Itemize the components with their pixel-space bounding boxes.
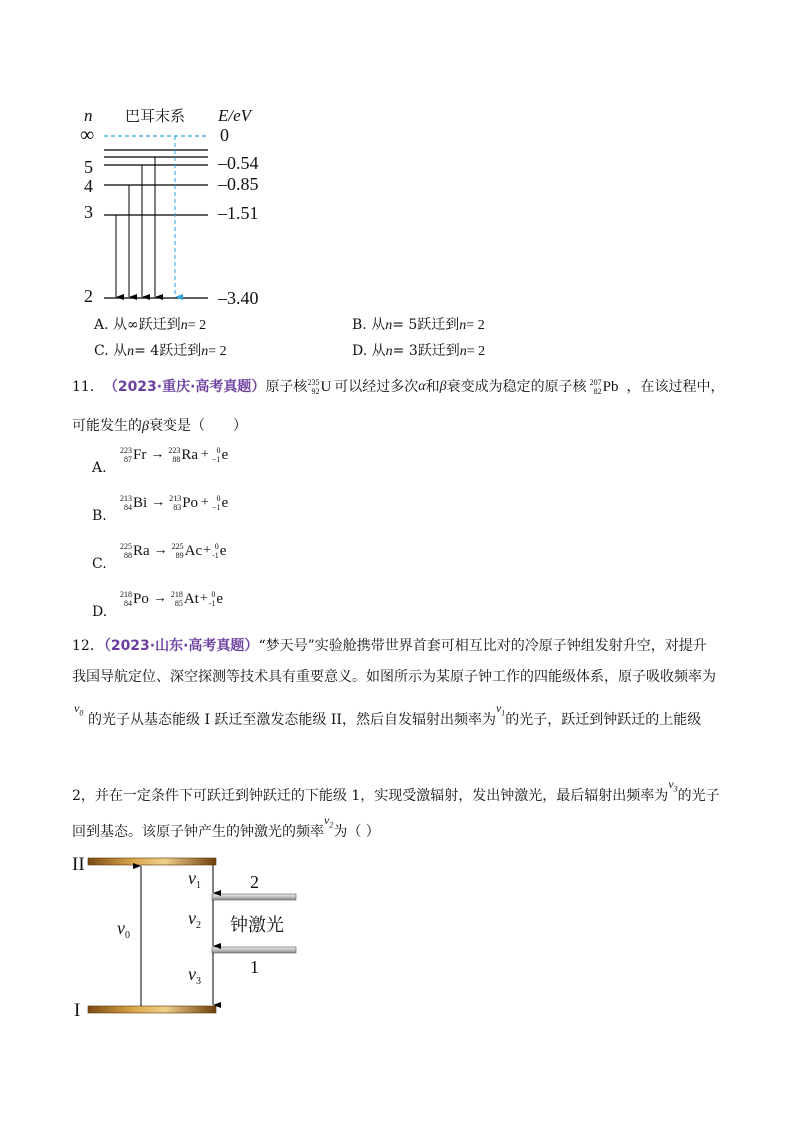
nu3-symbol: $\nu_3$	[668, 777, 678, 794]
q12-stem-line2: 我国导航定位、深空探测等技术具有重要意义。如图所示为某原子钟工作的四能级体系，原子吸收频率为	[72, 669, 716, 685]
energy-label-3: –1.51	[218, 203, 259, 223]
energy-label-4: –0.85	[218, 174, 259, 194]
level-label-2: 2	[84, 286, 93, 306]
question-source: （2023·山东·高考真题）	[103, 638, 259, 654]
level-label-3: 3	[84, 202, 93, 222]
q12-stem-line4: 2，并在一定条件下可跃迁到钟跃迁的下能级 1，实现受激辐射，发出钟激光，最后辐射出频率为$\nu_3$的光子	[72, 777, 720, 804]
q12-stem-line5: 回到基态。该原子钟产生的钟激光的频率$\nu_2$为（ ）	[72, 813, 380, 840]
level-label-5: 5	[84, 157, 93, 177]
q10-option-c[interactable]: C. 从n= 4跃迁到n= 2	[94, 343, 227, 359]
question-source: （2023·重庆·高考真题）	[103, 379, 266, 395]
lead-nuclide: 207 82 Pb	[589, 378, 619, 396]
q11-stem-line2: 可能发生的β衰变是（ ）	[72, 418, 247, 434]
q10-option-b[interactable]: B. 从n= 5跃迁到n= 2	[352, 317, 485, 333]
level-II-label: II	[72, 854, 85, 875]
equation-c: 225 88 Ra → 225 89 Ac + 0 -1 e	[120, 542, 227, 560]
nu1-symbol: $\nu_1$	[495, 701, 506, 718]
level-2-label: 2	[250, 872, 259, 892]
energy-axis-label: E/eV	[218, 106, 252, 125]
balmer-energy-level-diagram	[70, 95, 290, 315]
level-I-label: I	[74, 1000, 81, 1021]
level-I-bar	[88, 1006, 216, 1013]
nu1-label: $\nu_1$	[188, 868, 201, 891]
level-label-4: 4	[84, 176, 93, 196]
energy-label-2: –3.40	[218, 288, 259, 308]
level-2-bar	[212, 894, 296, 900]
level-1-bar	[212, 947, 296, 953]
equation-b: 213 84 Bi → 213 83 Po + 0 −1 e	[120, 494, 229, 512]
nu2-label: $\nu_2$	[188, 908, 201, 931]
clock-laser-label: 钟激光	[230, 915, 284, 935]
level-1-label: 1	[250, 957, 259, 977]
level-label-inf: ∞	[80, 124, 95, 146]
series-title: 巴耳末系	[125, 109, 186, 125]
atomic-clock-level-diagram	[70, 850, 310, 1025]
q10-option-d[interactable]: D. 从n= 3跃迁到n= 2	[352, 343, 486, 359]
energy-label-inf: 0	[220, 125, 229, 145]
level-II-bar	[88, 858, 216, 865]
question-number: 12．	[72, 638, 104, 654]
q12-stem-line1: 12．（2023·山东·高考真题）“梦天号”实验舱携带世界首套可相互比对的冷原子钟组发射升空，对提升	[72, 638, 707, 654]
energy-label-5: –0.54	[218, 153, 259, 173]
nu0-label: $\nu_0$	[117, 918, 130, 941]
nu0-symbol: $\nu_0$	[74, 701, 84, 718]
n-axis-label: n	[84, 106, 93, 125]
equation-a: 223 87 Fr → 223 88 Ra + 0 −1 e	[120, 446, 229, 464]
question-number: 11．	[72, 379, 104, 395]
equation-d: 218 84 Po → 218 85 At + 0 -1 e	[120, 590, 224, 608]
nu2-symbol: $\nu_2$	[324, 813, 334, 830]
uranium-nuclide: 235 92 U	[307, 378, 332, 396]
q10-option-a[interactable]: A. 从∞跃迁到n= 2	[94, 317, 207, 333]
q11-stem-line1: 11． （2023·重庆·高考真题） 原子核 235 92 U 可以经过多次 α 和 β 衰变成为稳定的原子核 207 82 Pb ，在该过程中，	[72, 378, 725, 396]
nu3-label: $\nu_3$	[188, 964, 201, 987]
